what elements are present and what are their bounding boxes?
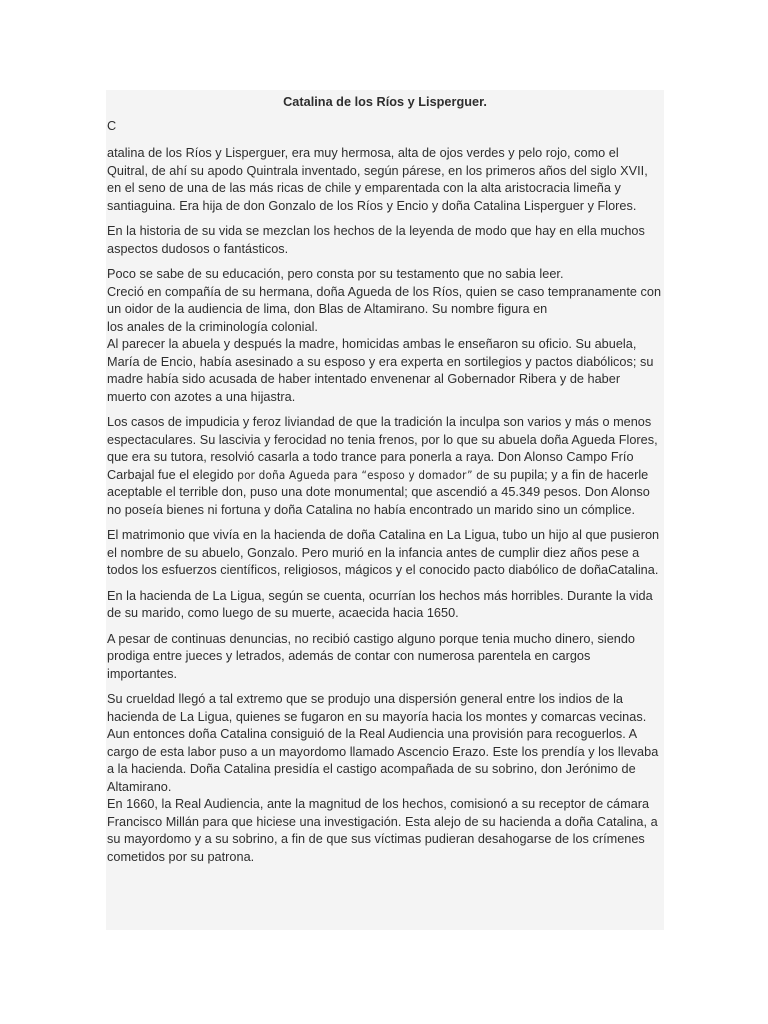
paragraph-cruelty [107, 691, 663, 866]
marriage-text-narrow: por doña Agueda para “esposo y domador” de [237, 467, 490, 482]
paragraph-son: El matrimonio que vivía en la hacienda de doña Catalina en La Ligua, tubo un hijo al que pusieron el nombre de su abuelo, Gonzalo. Pero murió en la infancia antes de cumplir diez años pese a todos los esfuerzos científicos, religiosos, mágicos y el conocido pacto diabólico de doñaCatalina. [107, 528, 660, 577]
education-line-1: Poco se sabe de su educación, pero consta por su testamento que no sabia leer. [107, 267, 564, 281]
paragraph-legend: En la historia de su vida se mezclan los hechos de la leyenda de modo que hay en ella muchos aspectos dudosos o fantásticos. [107, 224, 645, 256]
paragraph-impunity: A pesar de continuas denuncias, no recibió castigo alguno porque tenia mucho dinero, siendo prodiga entre jueces y letrados, además de contar con numerosa parentela en cargos importantes. [107, 631, 636, 681]
cruelty-text: Su crueldad llegó a tal extremo que se produjo una dispersión general entre los indios de la hacienda de La Ligua, quienes se fugaron en su mayoría hacia los montes y comarcas vecinas. Aun entonces doña Catalina consiguió de la Real Audiencia una provisión para recoguerlos. A cargo de esta labor puso a un mayordomo llamado Ascencio Erazo. Este los prendía y los llevaba a la hacienda. Doña Catalina presidía el castigo acompañada de su sobrino, don Jerónimo de Altamirano. [107, 692, 659, 794]
investigation-text: En 1660, la Real Audiencia, ante la magnitud de los hechos, comisionó a su receptor de cámara Francisco Millán para que hiciese una investigación. Esta alejo de su hacienda a doña Catalina, a su mayordomo y a su sobrino, a fin de que sus víctimas pudieran desahogarse de los crímenes cometidos por su patrona. [107, 797, 658, 864]
education-line-4: Al parecer la abuela y después la madre, homicidas ambas le enseñaron su oficio. Su abuela, María de Encio, había asesinado a su esposo y era experta en sortilegios y pactos diabólicos; su madre había sido acusada de haber intentado envenenar al Gobernador Ribera y de haber muerto con azotes a una hijastra. [107, 337, 654, 404]
education-line-3: los anales de la criminología colonial. [107, 319, 318, 334]
document-content [107, 94, 663, 874]
marriage-text-end: su pupila; y a fin de hacerle aceptable el terrible don, puso una dote monumental; que ascendió a 45.349 pesos. Don Alonso no poseía bienes ni fortuna y doña Catalina no había encontrado un marido sino un cómplice. [107, 467, 650, 517]
paragraph-hacienda: En la hacienda de La Ligua, según se cuenta, ocurrían los hechos más horribles. Durante la vida de su marido, como luego de su muerte, acaecida hacia 1650. [107, 588, 653, 620]
paragraph-intro: atalina de los Ríos y Lisperguer, era muy hermosa, alta de ojos verdes y pelo rojo, como el Quitral, de ahí su apodo Quintrala inventado, según párese, en los primeros años del siglo XVII, en el seno de una de las más ricas de chile y emparentada con la alta aristocracia limeña y santiaguina. Era hija de don Gonzalo de los Ríos y Encio y doña Catalina Lisperguer y Flores. [107, 146, 648, 213]
document-page [106, 90, 664, 930]
drop-cap-letter: C [107, 118, 117, 133]
paragraph-education [107, 266, 663, 406]
marriage-text-start: Los casos de impudicia y feroz liviandad de que la tradición la inculpa son varios y más o menos espectaculares. Su lascivia y ferocidad no tenia frenos, por lo que su abuela doña Agueda Flores, que era su tutora, resolvió casarla a todo trance para ponerla a raya. Don Alonso Campo Frío Carbajal fue el elegido [107, 415, 658, 482]
paragraph-marriage [107, 414, 663, 519]
document-title: Catalina de los Ríos y Lisperguer. [283, 95, 487, 109]
education-line-2: Creció en compañía de su hermana, doña Agueda de los Ríos, quien se caso tempranamente con un oidor de la audiencia de lima, don Blas de Altamirano. Su nombre figura en [107, 284, 662, 316]
